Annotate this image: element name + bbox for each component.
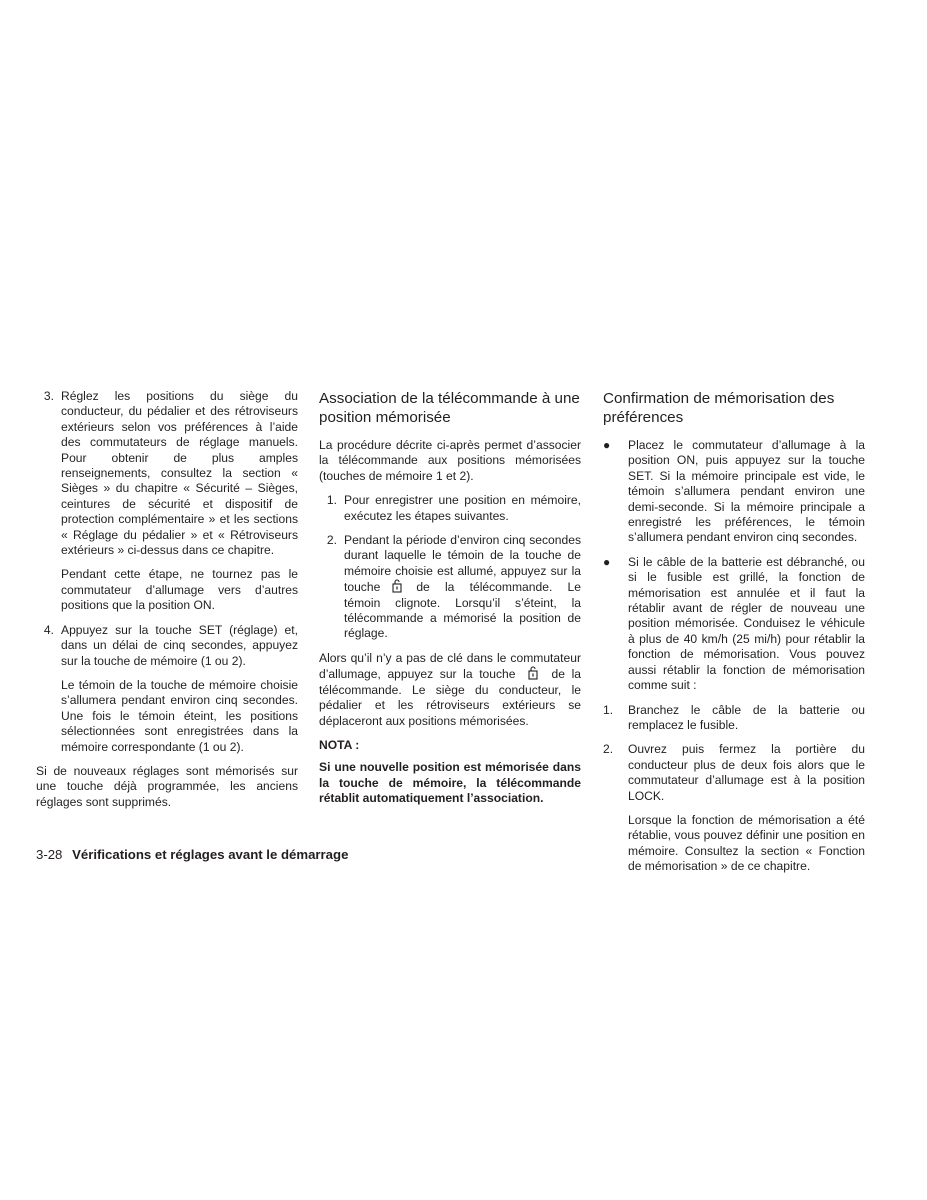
list-item-4 bbox=[36, 623, 298, 755]
paragraph bbox=[319, 651, 581, 729]
bullet-item bbox=[603, 438, 865, 546]
list-item-1 bbox=[319, 493, 581, 524]
list-item-text: Appuyez sur la touche SET (réglage) et, dans un délai de cinq secondes, appuyez sur la touche de mémoire (1 ou 2). bbox=[61, 622, 298, 668]
list-number: 1. bbox=[603, 702, 614, 717]
section-heading: Association de la télécommande à une position mémorisée bbox=[319, 390, 580, 426]
list-number: 1. bbox=[326, 493, 337, 508]
text-part: Alors qu’il n’y a pas de clé dans le commutateur d’allumage, appuyez sur la touche bbox=[319, 650, 581, 682]
bullet-icon: ● bbox=[603, 438, 611, 452]
bullet-text: Placez le commutateur d’allumage à la position ON, puis appuyez sur la touche SET. Si la mémoire principale est vide, le témoin s’allumera pendant environ une demi-seconde. Si la mémoire principale a enregistré les préférences, le témoin s’allumera pendant environ cinq secondes. bbox=[628, 438, 865, 545]
column-2 bbox=[319, 389, 581, 807]
unlock-key-icon bbox=[528, 666, 538, 680]
bullet-text: Si le câble de la batterie est débranché, ou si le fusible est grillé, la fonction de mémorisation est annulée et il faut la rétablir avant de régler de nouveau une position mémorisée. Conduisez le véhicule à plus de 40 km/h (25 mi/h) pour rétablir la fonction de mémorisation. Vous pouvez aussi rétablir la fonction de mémorisation comme suit : bbox=[628, 554, 865, 693]
list-item-text: Ouvrez puis fermez la portière du conducteur plus de deux fois alors que le commutateur d’allumage est à la position LOCK. bbox=[628, 742, 865, 803]
list-number: 3. bbox=[43, 389, 54, 403]
note-label: NOTA : bbox=[319, 737, 360, 752]
section-heading: Confirmation de mémorisation des préférences bbox=[603, 390, 835, 426]
section-title: Vérifications et réglages avant le démarrage bbox=[72, 847, 349, 862]
list-item-text: Pour enregistrer une position en mémoire, exécutez les étapes suivantes. bbox=[344, 493, 581, 523]
list-item-note: Lorsque la fonction de mémorisation a été rétablie, vous pouvez définir une position en mémoire. Consultez la section « Fonction de mémorisation » de ce chapitre. bbox=[628, 812, 865, 874]
list-item-text bbox=[344, 533, 581, 642]
text-part: de la télécommande. Le siège du conducteur, le pédalier et les rétroviseurs extérieurs se déplaceront aux positions mémorisées. bbox=[319, 667, 581, 728]
list-number: 2. bbox=[603, 742, 614, 757]
list-number: 2. bbox=[326, 533, 337, 548]
intro-paragraph: La procédure décrite ci-après permet d’associer la télécommande aux positions mémorisées (touches de mémoire 1 et 2). bbox=[319, 438, 581, 483]
note-text: Si une nouvelle position est mémorisée dans la touche de mémoire, la télécommande rétablit automatiquement l’association. bbox=[319, 760, 581, 806]
unlock-key-icon bbox=[392, 579, 402, 593]
text-part: de la télécommande. Le témoin clignote. Lorsqu’il s’éteint, la télécommande a mémorisé la position de réglage. bbox=[344, 580, 581, 641]
list-item-1 bbox=[603, 703, 865, 734]
bullet-icon: ● bbox=[603, 554, 611, 569]
column-1 bbox=[36, 389, 298, 810]
list-item-text: Branchez le câble de la batterie ou remplacez le fusible. bbox=[628, 702, 865, 732]
column-3 bbox=[603, 389, 865, 875]
list-item-3 bbox=[36, 389, 298, 614]
page-footer bbox=[36, 847, 348, 862]
list-item-note: Pendant cette étape, ne tournez pas le commutateur d’allumage vers d’autres positions que la position ON. bbox=[61, 567, 298, 613]
list-item-note: Le témoin de la touche de mémoire choisie s’allumera pendant environ cinq secondes. Une fois le témoin éteint, les positions sélectionnées sont enregistrées dans la mémoire correspondante (1 ou 2). bbox=[61, 677, 298, 754]
text-part: Pendant la période d’environ cinq secondes durant laquelle le témoin de la touche de mémoire choisie est allumé, appuyez sur la touche bbox=[344, 533, 581, 595]
page-number: 3-28 bbox=[36, 847, 63, 862]
list-item-text: Réglez les positions du siège du conducteur, du pédalier et des rétroviseurs extérieurs selon vos préférences à l’aide des commutateurs de réglage manuels. Pour obtenir de plus amples renseignements, consultez la section « Sièges » du chapitre « Sécurité – Sièges, ceintures de sécurité et dispositif de protection complémentaire » et les sections « Réglage du pédalier » et « Rétroviseurs extérieurs » ci-dessus dans ce chapitre. bbox=[61, 389, 298, 558]
list-item-2 bbox=[319, 533, 581, 642]
list-number: 4. bbox=[43, 622, 54, 637]
closing-paragraph: Si de nouveaux réglages sont mémorisés sur une touche déjà programmée, les anciens réglages sont supprimés. bbox=[36, 763, 298, 809]
bullet-item bbox=[603, 555, 865, 694]
list-item-2 bbox=[603, 742, 865, 874]
